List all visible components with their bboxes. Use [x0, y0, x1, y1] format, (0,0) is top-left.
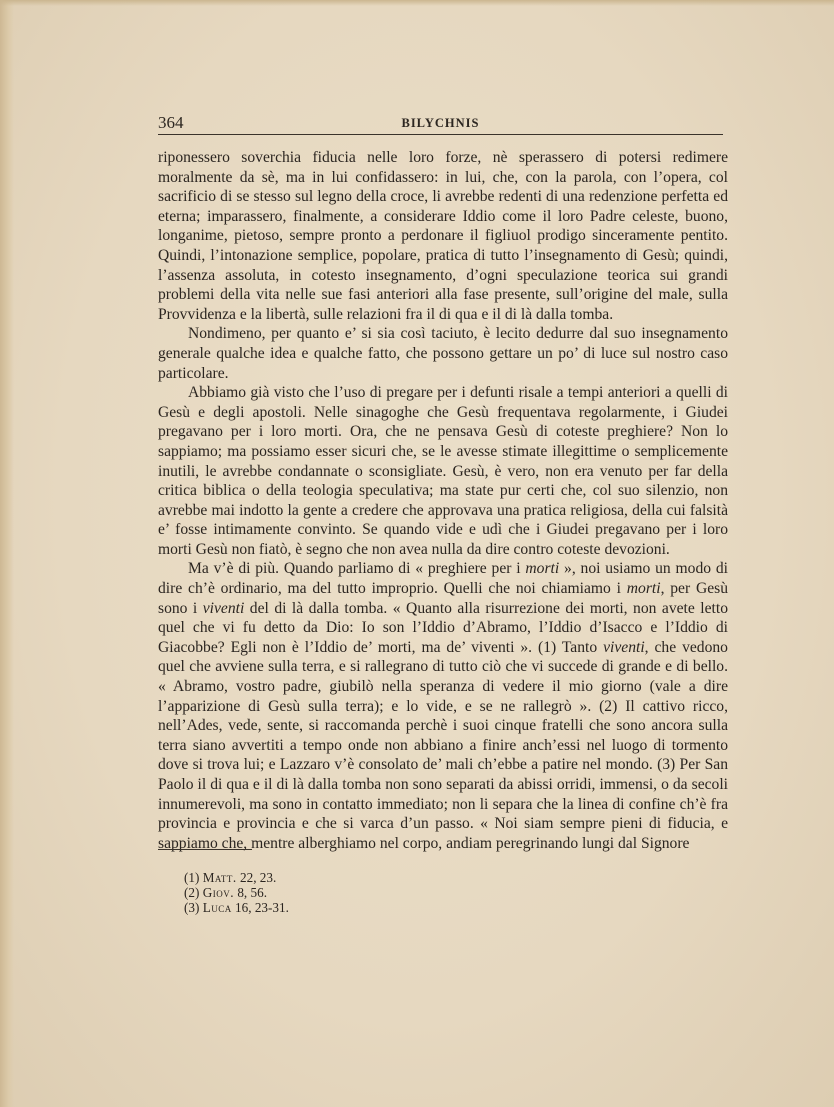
- text-run: del di là dalla tomba. « Quanto alla risurrezione dei morti, non avete letto quel che vi fu detto da Dio: Io son l’Iddio d’Abramo, l’Iddio d’Isacco e l’Iddio di Giacobbe? Egli non è l’Iddio de’ morti, ma de’ viventi ». (1) Tanto: [158, 599, 728, 656]
- footnote-number: (1): [184, 870, 200, 885]
- footnote-location: 22, 23.: [240, 870, 277, 885]
- text-run: riponessero soverchia fiducia nelle loro forze, nè sperassero di potersi redimere moralmente da sè, ma in lui confidassero: in lui, che, con la parola, con l’opera, col sacrificio di se stesso sul legno della croce, li avrebbe redenti di una redenzione perfetta ed eterna; imparassero, finalmente, a considerare Iddio come il loro Padre celeste, buono, longanime, pietoso, sempre pronto a perdonare il figliuol prodigo sinceramente pentito. Quindi, l’intonazione semplice, popolare, pratica di tutto l’insegnamento di Gesù; quindi, l’assenza assoluta, in cotesto insegnamento, d’ogni speculazione teorica sui grandi problemi della vita nelle sue fasi anteriori alla fase presente, sull’origine del male, sulla Provvidenza e la libertà, sulle relazioni fra il di qua e il di là dalla tomba.: [158, 149, 728, 323]
- paragraph-3: [158, 383, 728, 559]
- text-run: Ma v’è di più. Quando parliamo di « preghiere per i: [188, 560, 526, 578]
- header-rule: [158, 134, 723, 135]
- page-top-edge-shadow: [0, 0, 834, 6]
- page-number: 364: [158, 113, 184, 132]
- paragraph-2: [158, 324, 728, 383]
- footnote: [184, 900, 484, 915]
- footnotes: [184, 870, 484, 916]
- italic-run: morti: [525, 560, 560, 578]
- footnote-location: 16, 23-31.: [235, 900, 289, 916]
- footnote-reference: Giov.: [202, 885, 235, 901]
- footnote-reference: Luca: [202, 900, 232, 916]
- text-run: , che vedono quel che avviene sulla terra, e si rallegrano di tutto ciò che vi succede di grande e di bello. « Abramo, vostro padre, giubilò nella speranza di vedere il mio giorno (vale a dire l’apparizione di Gesù sulla terra); e lo vide, e se ne rallegrò ». (2) Il cattivo ricco, nell’Ades, vede, sente, si raccomanda perchè i suoi cinque fratelli che sono ancora sulla terra siano avvertiti a tempo onde non abbiano a finire anch’essi nel luogo di tormento dove si trova lui; e Lazzaro v’è consolato de’ mali ch’ebbe a patire nel mondo. (3) Per San Paolo il di qua e il di là dalla tomba non sono separati da abissi orridi, immensi, o da secoli innumerevoli, ma sono in contatto immediato; non li separa che la linea di confine ch’è fra provincia e provincia e che si varca d’un passo. « Noi siam sempre pieni di fiducia, e sappiamo che, mentre alberghiamo nel corpo, andiam peregrinando lungi dal Signore: [158, 638, 728, 852]
- text-run: , per Gesù sono i: [158, 580, 729, 617]
- body-text: [158, 148, 728, 853]
- paragraph-1: [158, 148, 728, 324]
- text-run: », noi usiamo un modo di dire ch’è ordinario, ma del tutto improprio. Quelli che noi chiamiamo i: [158, 560, 728, 598]
- italic-run: viventi: [202, 599, 245, 617]
- text-run: Nondimeno, per quanto e’ si sia così taciuto, è lecito dedurre dal suo insegnamento generale qualche idea e qualche fatto, che possono gettare un po’ di luce sul nostro caso particolare.: [158, 325, 728, 382]
- italic-run: morti: [626, 580, 661, 598]
- running-head: BILYCHNIS: [401, 116, 480, 130]
- footnote-reference: Matt.: [202, 870, 237, 885]
- text-run: Abbiamo già visto che l’uso di pregare per i defunti risale a tempi anteriori a quelli di Gesù e degli apostoli. Nelle sinagoghe che Gesù frequentava regolarmente, i Giudei pregavano per i loro morti. Ora, che ne pensava Gesù di coteste preghiere? Non lo sappiamo; ma possiamo esser sicuri che, se le avesse stimate illegittime o semplicemente inutili, le avrebbe condannate o sconsigliate. Gesù, è vero, non era venuto per far della critica biblica o della teologia speculativa; ma state pur certi che, col suo silenzio, non avrebbe mai indotto la gente a credere che approvava una pratica religiosa, della cui falsità e’ fosse intimamente convinto. Se quando vide e udì che i Giudei pregavano per i loro morti Gesù non fiatò, è segno che non avea nulla da dire contro coteste devozioni.: [158, 384, 728, 558]
- page-header: [158, 113, 723, 135]
- footnote: [184, 885, 484, 900]
- italic-run: viventi: [603, 638, 645, 656]
- page-left-edge-shadow: [0, 0, 14, 1107]
- footnote-rule: [158, 849, 252, 850]
- footnote-number: (3): [184, 900, 200, 916]
- paragraph-4: [158, 559, 728, 853]
- footnote-number: (2): [184, 885, 200, 901]
- footnote-location: 8, 56.: [237, 885, 267, 901]
- footnote: [184, 870, 484, 885]
